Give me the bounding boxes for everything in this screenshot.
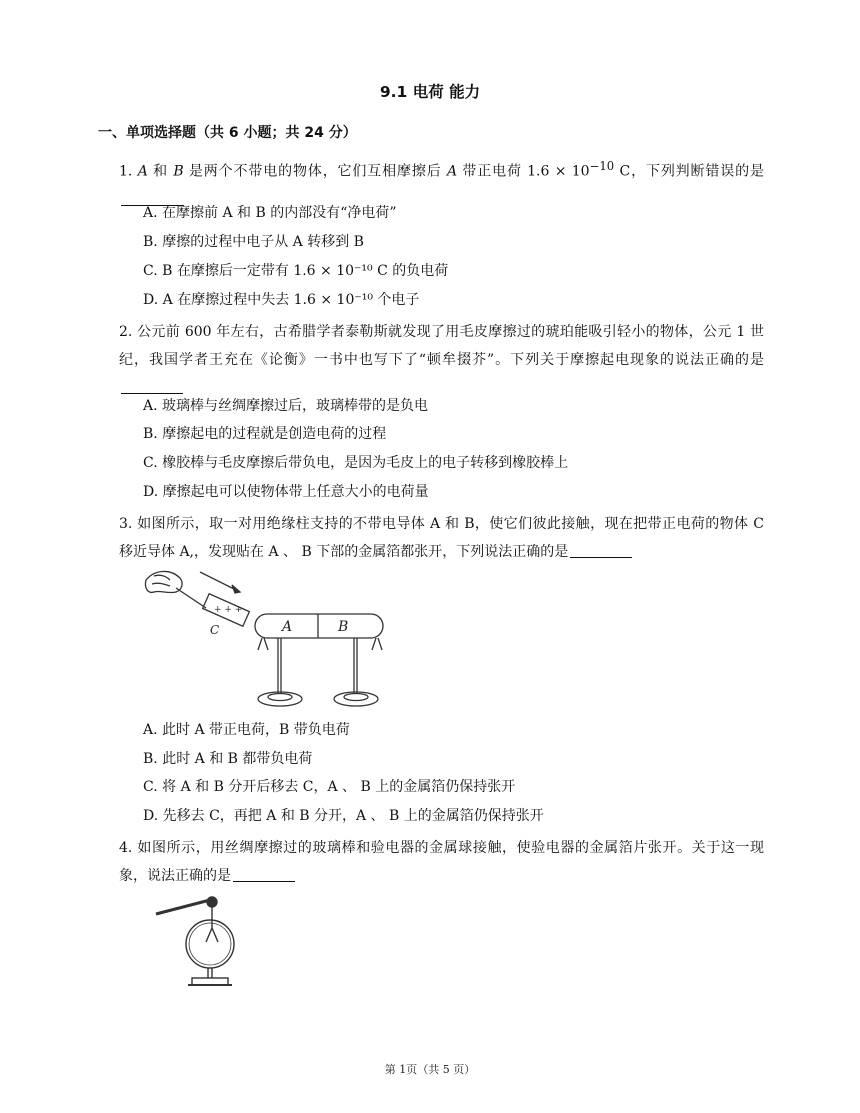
hand-finger xyxy=(154,575,170,580)
stand-base-b-inner xyxy=(344,694,368,701)
electroscope-jar-inner xyxy=(189,923,231,965)
question-1-option-c: C. B 在摩擦后一定带有 1.6 × 10⁻¹⁰ C 的负电荷 xyxy=(143,263,449,279)
page-footer: 第 1页（共 5 页） xyxy=(384,1063,476,1076)
question-3-option-d: D. 先移去 C，再把 A 和 B 分开，A 、 B 上的金属箔仍保持张开 xyxy=(143,808,544,824)
stand-base-a-inner xyxy=(268,694,292,701)
question-4-stem xyxy=(119,834,764,890)
foil xyxy=(258,638,262,650)
question-1-option-d: D. A 在摩擦过程中失去 1.6 × 10⁻¹⁰ 个电子 xyxy=(143,292,420,308)
question-2-option-b: B. 摩擦起电的过程就是创造电荷的过程 xyxy=(143,426,387,442)
stem-text: 带正电荷 1.6 × 10 xyxy=(457,163,590,180)
question-number: 2. xyxy=(119,324,133,340)
question-1-option-a: A. 在摩擦前 A 和 B 的内部没有“净电荷” xyxy=(143,205,397,221)
motion-arrowhead xyxy=(232,585,240,593)
question-2-option-a: A. 玻璃棒与丝绸摩擦过后，玻璃棒带的是负电 xyxy=(143,398,429,414)
question-3-option-a: A. 此时 A 带正电荷，B 带负电荷 xyxy=(143,722,350,738)
hand-outline xyxy=(145,571,182,592)
stem-exponent: −10 xyxy=(589,159,615,173)
foil xyxy=(264,638,268,650)
stem-text: 公元前 600 年左右，古希腊学者泰勒斯就发现了用毛皮摩擦过的琥珀能吸引轻小的物体，公元 1 世纪，我国学者王充在《论衡》一书中也写下了“顿牟掇芥”。下列关于摩擦起电现象的说法正确的是 xyxy=(119,324,764,368)
rod-handle xyxy=(176,588,206,608)
question-number: 4. xyxy=(119,840,133,856)
svg-text:+ + +: + + + xyxy=(214,605,243,615)
stem-var: A xyxy=(137,163,148,180)
electroscope-jar xyxy=(186,920,234,968)
stem-text: 和 xyxy=(147,163,174,180)
stem-text: C，下列判断错误的是 xyxy=(614,163,765,180)
foil xyxy=(372,638,376,650)
plus-signs xyxy=(214,605,242,615)
stem-text: 如图所示，用丝绸摩擦过的玻璃棒和验电器的金属球接触，使验电器的金属箔片张开。关于这一现象，说法正确的是 xyxy=(119,840,765,884)
electroscope-base xyxy=(192,978,228,985)
metal-ball xyxy=(207,897,217,907)
question-3-option-b: B. 此时 A 和 B 都带负电荷 xyxy=(143,751,313,767)
electroscope-figure xyxy=(152,892,252,994)
label-c: C xyxy=(210,623,220,637)
label-b: B xyxy=(338,619,349,635)
foil-left xyxy=(206,928,212,942)
question-3-option-c: C. 将 A 和 B 分开后移去 C，A 、 B 上的金属箔仍保持张开 xyxy=(143,779,516,795)
conductor-induction-figure xyxy=(140,566,390,714)
question-number: 1. xyxy=(119,163,133,180)
question-2-option-d: D. 摩擦起电可以使物体带上任意大小的电荷量 xyxy=(143,484,429,500)
question-number: 3. xyxy=(119,516,133,532)
hand-finger xyxy=(152,583,170,586)
question-3-stem xyxy=(119,510,764,566)
stem-var: A xyxy=(446,163,458,180)
glass-rod xyxy=(156,900,210,914)
stem-var: B xyxy=(173,163,184,180)
answer-blank xyxy=(570,543,632,558)
question-2-stem xyxy=(119,318,764,402)
question-2-option-c: C. 橡胶棒与毛皮摩擦后带负电，是因为毛皮上的电子转移到橡胶棒上 xyxy=(143,455,569,471)
stem-text: 如图所示，取一对用绝缘柱支持的不带电导体 A 和 B，使它们彼此接触，现在把带正电荷的物体 C 移近导体 A,，发现贴在 A 、 B 下部的金属箔都张开，下列说法正确的是 xyxy=(119,516,764,560)
foil-right xyxy=(212,928,218,942)
conductor-ab xyxy=(255,614,383,638)
label-a: A xyxy=(282,619,293,635)
section-heading: 一、单项选择题（共 6 小题；共 24 分） xyxy=(98,125,357,141)
answer-blank xyxy=(121,379,183,394)
stem-text: 是两个不带电的物体，它们互相摩擦后 xyxy=(183,163,447,180)
question-1-option-b: B. 摩擦的过程中电子从 A 转移到 B xyxy=(143,234,364,250)
answer-blank xyxy=(233,867,295,882)
foil xyxy=(378,638,382,650)
page-title: 9.1 电荷 能力 xyxy=(379,83,481,101)
